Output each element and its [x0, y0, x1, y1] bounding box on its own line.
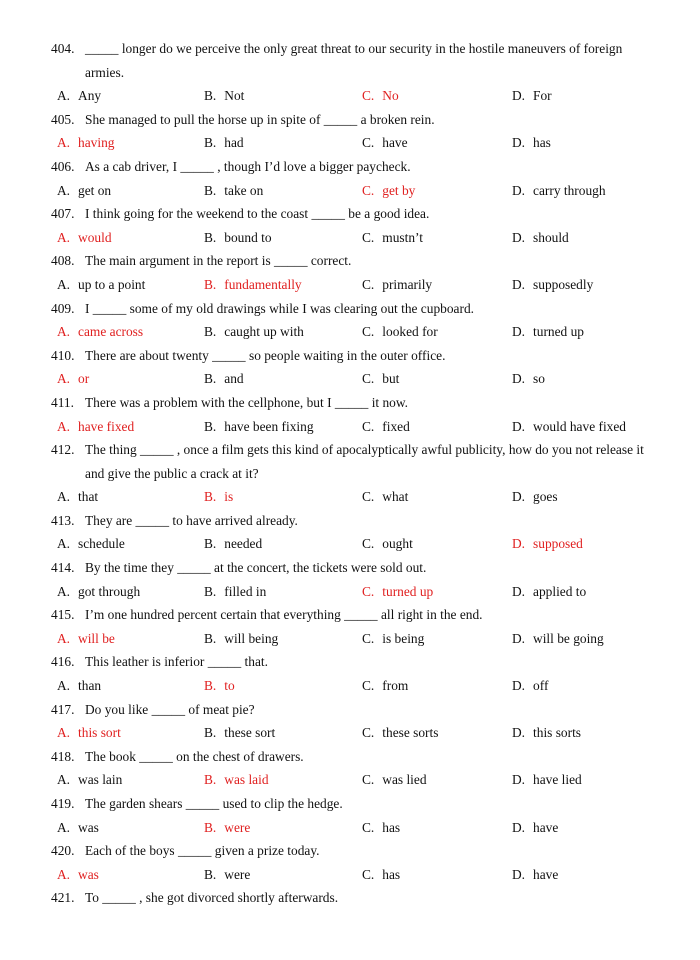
option-text: get on — [78, 182, 112, 198]
question-stem — [51, 839, 663, 863]
question-text: There are about twenty _____ so people waiting in the outer office. — [85, 347, 446, 363]
answer-options — [51, 627, 663, 651]
option-letter: C. — [362, 866, 375, 882]
option-a — [57, 131, 114, 155]
option-b — [204, 768, 269, 792]
option-letter: D. — [512, 489, 526, 505]
option-text: applied to — [533, 583, 587, 599]
option-letter: C. — [362, 276, 375, 292]
option-text: fundamentally — [224, 276, 302, 292]
option-letter: C. — [362, 371, 375, 387]
option-text: up to a point — [78, 276, 146, 292]
option-letter: B. — [204, 536, 217, 552]
option-text: have — [533, 819, 559, 835]
question-item — [51, 603, 663, 650]
question-item — [51, 509, 663, 556]
option-b — [204, 532, 262, 556]
question-number: 409. — [51, 300, 75, 316]
option-text: these sort — [224, 725, 276, 741]
option-text: have been fixing — [224, 418, 314, 434]
option-c — [362, 226, 423, 250]
option-b — [204, 485, 233, 509]
option-letter: D. — [512, 866, 526, 882]
question-item — [51, 556, 663, 603]
question-number: 414. — [51, 560, 75, 576]
option-d — [512, 415, 626, 439]
answer-options — [51, 816, 663, 840]
option-d — [512, 179, 606, 203]
question-stem — [51, 509, 663, 533]
option-d — [512, 627, 604, 651]
option-text: turned up — [382, 583, 434, 599]
question-text: I think going for the weekend to the coast _____ be a good idea. — [85, 206, 430, 222]
answer-options — [51, 273, 663, 297]
option-text: came across — [78, 324, 144, 340]
option-letter: D. — [512, 536, 526, 552]
question-number: 420. — [51, 843, 75, 859]
option-b — [204, 415, 314, 439]
question-stem — [51, 155, 663, 179]
question-text: This leather is inferior _____ that. — [85, 654, 268, 670]
option-letter: B. — [204, 630, 217, 646]
question-item — [51, 344, 663, 391]
question-text: The thing _____ , once a film gets this kind of apocalyptically awful publicity, how do you not release it and give the public a crack at it? — [85, 442, 644, 481]
option-letter: A. — [57, 489, 71, 505]
option-letter: C. — [362, 324, 375, 340]
option-text: was lied — [382, 772, 427, 788]
question-number: 405. — [51, 111, 75, 127]
option-c — [362, 415, 410, 439]
question-number: 411. — [51, 394, 74, 410]
question-text: _____ longer do we perceive the only great threat to our security in the hostile maneuvers of foreign armies. — [85, 41, 623, 80]
option-text: were — [224, 866, 251, 882]
option-letter: C. — [362, 725, 375, 741]
option-letter: B. — [204, 88, 217, 104]
option-text: Any — [78, 88, 102, 104]
option-c — [362, 863, 400, 887]
option-text: is — [224, 489, 234, 505]
option-letter: B. — [204, 678, 217, 694]
option-b — [204, 320, 304, 344]
option-text: needed — [224, 536, 263, 552]
question-text: As a cab driver, I _____ , though I’d love a bigger paycheck. — [85, 158, 411, 174]
question-number: 407. — [51, 206, 75, 222]
option-letter: D. — [512, 418, 526, 434]
option-letter: B. — [204, 182, 217, 198]
option-text: off — [533, 678, 549, 694]
option-text: have — [533, 866, 559, 882]
question-item — [51, 698, 663, 745]
option-letter: B. — [204, 276, 217, 292]
option-text: will be — [78, 630, 115, 646]
option-letter: A. — [57, 536, 71, 552]
option-letter: A. — [57, 583, 71, 599]
option-letter: A. — [57, 135, 71, 151]
question-item — [51, 745, 663, 792]
question-stem — [51, 249, 663, 273]
option-letter: B. — [204, 772, 217, 788]
option-text: having — [78, 135, 115, 151]
option-a — [57, 674, 101, 698]
question-number: 412. — [51, 442, 75, 458]
option-c — [362, 367, 399, 391]
option-b — [204, 273, 302, 297]
option-b — [204, 367, 244, 391]
option-a — [57, 816, 99, 840]
option-letter: D. — [512, 725, 526, 741]
option-letter: D. — [512, 819, 526, 835]
option-letter: C. — [362, 182, 375, 198]
question-stem — [51, 792, 663, 816]
question-text: They are _____ to have arrived already. — [85, 512, 298, 528]
option-text: to — [224, 678, 235, 694]
option-letter: A. — [57, 324, 71, 340]
option-letter: C. — [362, 678, 375, 694]
option-a — [57, 627, 115, 651]
option-c — [362, 273, 432, 297]
option-text: carry through — [533, 182, 606, 198]
option-text: got through — [78, 583, 141, 599]
option-d — [512, 532, 583, 556]
option-c — [362, 580, 433, 604]
answer-options — [51, 84, 663, 108]
option-letter: D. — [512, 276, 526, 292]
option-a — [57, 179, 111, 203]
question-item — [51, 202, 663, 249]
question-stem — [51, 202, 663, 226]
option-text: that — [78, 489, 99, 505]
option-d — [512, 273, 593, 297]
option-text: these sorts — [382, 725, 439, 741]
option-text: For — [533, 88, 552, 104]
answer-options — [51, 721, 663, 745]
option-b — [204, 580, 266, 604]
option-c — [362, 131, 408, 155]
option-letter: A. — [57, 866, 71, 882]
option-letter: D. — [512, 772, 526, 788]
option-text: looked for — [382, 324, 438, 340]
question-stem — [51, 603, 663, 627]
option-d — [512, 863, 558, 887]
answer-options — [51, 485, 663, 509]
option-letter: D. — [512, 88, 526, 104]
option-d — [512, 367, 545, 391]
option-text: has — [382, 866, 401, 882]
option-letter: A. — [57, 276, 71, 292]
option-letter: C. — [362, 418, 375, 434]
option-c — [362, 485, 408, 509]
answer-options — [51, 768, 663, 792]
option-a — [57, 721, 121, 745]
option-letter: D. — [512, 135, 526, 151]
option-d — [512, 674, 548, 698]
option-letter: C. — [362, 536, 375, 552]
option-letter: B. — [204, 135, 217, 151]
question-stem — [51, 745, 663, 769]
question-stem — [51, 297, 663, 321]
option-letter: B. — [204, 866, 217, 882]
question-text: The garden shears _____ used to clip the hedge. — [85, 796, 343, 811]
option-text: would — [78, 229, 112, 245]
option-letter: A. — [57, 371, 71, 387]
option-letter: A. — [57, 182, 71, 198]
question-text: She managed to pull the horse up in spite of _____ a broken rein. — [85, 111, 435, 127]
question-number: 419. — [51, 796, 75, 811]
question-text: I _____ some of my old drawings while I was clearing out the cupboard. — [85, 300, 474, 316]
option-c — [362, 320, 438, 344]
option-b — [204, 721, 275, 745]
option-d — [512, 320, 584, 344]
question-number: 418. — [51, 748, 75, 764]
option-a — [57, 320, 143, 344]
option-letter: B. — [204, 583, 217, 599]
question-number: 408. — [51, 253, 75, 269]
option-text: should — [533, 229, 569, 245]
question-text: To _____ , she got divorced shortly afterwards. — [85, 890, 339, 906]
option-a — [57, 226, 112, 250]
answer-options — [51, 131, 663, 155]
option-c — [362, 768, 427, 792]
option-text: goes — [533, 489, 558, 505]
option-c — [362, 674, 408, 698]
option-a — [57, 367, 89, 391]
question-number: 406. — [51, 158, 75, 174]
option-c — [362, 532, 413, 556]
option-text: what — [382, 489, 409, 505]
option-a — [57, 415, 134, 439]
option-text: will be going — [533, 630, 604, 646]
option-d — [512, 84, 552, 108]
option-text: was — [78, 819, 99, 835]
option-b — [204, 816, 250, 840]
question-stem — [51, 37, 663, 84]
option-c — [362, 179, 415, 203]
option-text: was lain — [78, 772, 123, 788]
question-number: 410. — [51, 347, 75, 363]
option-b — [204, 863, 250, 887]
option-text: has — [533, 135, 551, 151]
option-text: had — [224, 135, 244, 151]
question-text: I’m one hundred percent certain that everything _____ all right in the end. — [85, 607, 483, 623]
option-c — [362, 84, 399, 108]
option-letter: B. — [204, 418, 217, 434]
option-letter: A. — [57, 418, 71, 434]
answer-options — [51, 532, 663, 556]
option-text: this sorts — [533, 725, 582, 741]
option-text: is being — [382, 630, 425, 646]
option-letter: A. — [57, 88, 71, 104]
option-letter: B. — [204, 819, 217, 835]
option-text: fixed — [382, 418, 410, 434]
question-item — [51, 155, 663, 202]
question-item — [51, 249, 663, 296]
question-text: Each of the boys _____ given a prize today. — [85, 843, 320, 859]
question-item — [51, 391, 663, 438]
question-item — [51, 792, 663, 839]
option-letter: D. — [512, 324, 526, 340]
question-stem — [51, 886, 663, 910]
answer-options — [51, 367, 663, 391]
option-text: filled in — [224, 583, 267, 599]
option-letter: C. — [362, 630, 375, 646]
question-text: The main argument in the report is _____ correct. — [85, 253, 352, 269]
question-item — [51, 886, 663, 910]
option-c — [362, 627, 424, 651]
option-text: but — [382, 371, 400, 387]
question-text: Do you like _____ of meat pie? — [85, 701, 255, 717]
question-text: The book _____ on the chest of drawers. — [85, 748, 304, 764]
option-text: take on — [224, 182, 264, 198]
option-text: have fixed — [78, 418, 135, 434]
question-number: 404. — [51, 41, 75, 56]
option-letter: B. — [204, 324, 217, 340]
option-letter: A. — [57, 229, 71, 245]
answer-options — [51, 179, 663, 203]
option-letter: D. — [512, 583, 526, 599]
option-text: from — [382, 678, 409, 694]
question-item — [51, 839, 663, 886]
option-text: ought — [382, 536, 413, 552]
option-c — [362, 721, 438, 745]
option-b — [204, 226, 272, 250]
option-a — [57, 580, 140, 604]
option-d — [512, 768, 582, 792]
option-text: will being — [224, 630, 279, 646]
option-text: No — [382, 88, 399, 104]
question-item — [51, 438, 663, 509]
option-text: get by — [382, 182, 416, 198]
answer-options — [51, 320, 663, 344]
option-d — [512, 580, 586, 604]
option-letter: A. — [57, 630, 71, 646]
answer-options — [51, 580, 663, 604]
question-stem — [51, 698, 663, 722]
option-b — [204, 674, 235, 698]
question-item — [51, 297, 663, 344]
option-text: or — [78, 371, 90, 387]
answer-options — [51, 863, 663, 887]
option-d — [512, 226, 569, 250]
option-letter: A. — [57, 678, 71, 694]
option-text: supposed — [533, 536, 583, 552]
option-d — [512, 485, 558, 509]
option-letter: C. — [362, 489, 375, 505]
option-a — [57, 532, 125, 556]
option-text: would have fixed — [533, 418, 626, 434]
option-text: and — [224, 371, 244, 387]
option-b — [204, 179, 263, 203]
option-text: bound to — [224, 229, 272, 245]
question-number: 417. — [51, 701, 75, 717]
question-number: 416. — [51, 654, 75, 670]
question-text: By the time they _____ at the concert, the tickets were sold out. — [85, 560, 427, 576]
option-d — [512, 721, 581, 745]
option-text: Not — [224, 88, 245, 104]
question-stem — [51, 344, 663, 368]
option-letter: C. — [362, 819, 375, 835]
option-a — [57, 273, 145, 297]
option-d — [512, 816, 558, 840]
option-text: has — [382, 819, 401, 835]
option-text: caught up with — [224, 324, 304, 340]
option-text: this sort — [78, 725, 121, 741]
option-letter: A. — [57, 819, 71, 835]
question-stem — [51, 391, 663, 415]
question-stem — [51, 108, 663, 132]
question-item — [51, 650, 663, 697]
answer-options — [51, 674, 663, 698]
option-a — [57, 768, 122, 792]
option-letter: D. — [512, 229, 526, 245]
question-text: There was a problem with the cellphone, but I _____ it now. — [85, 394, 409, 410]
option-letter: C. — [362, 583, 375, 599]
option-text: than — [78, 678, 102, 694]
option-letter: D. — [512, 630, 526, 646]
question-stem — [51, 650, 663, 674]
option-b — [204, 627, 278, 651]
option-text: was — [78, 866, 99, 882]
option-c — [362, 816, 400, 840]
option-a — [57, 485, 98, 509]
option-letter: A. — [57, 725, 71, 741]
question-number: 415. — [51, 607, 75, 623]
option-text: schedule — [78, 536, 125, 552]
option-text: have lied — [533, 772, 582, 788]
answer-options — [51, 226, 663, 250]
question-item — [51, 108, 663, 155]
option-b — [204, 84, 244, 108]
option-letter: C. — [362, 88, 375, 104]
question-item — [51, 37, 663, 108]
option-text: were — [224, 819, 251, 835]
option-letter: A. — [57, 772, 71, 788]
option-text: have — [382, 135, 408, 151]
question-stem — [51, 438, 663, 485]
option-letter: B. — [204, 229, 217, 245]
option-d — [512, 131, 551, 155]
question-number: 413. — [51, 512, 75, 528]
option-letter: D. — [512, 678, 526, 694]
option-text: was laid — [224, 772, 269, 788]
option-letter: B. — [204, 371, 217, 387]
option-letter: D. — [512, 182, 526, 198]
option-text: mustn’t — [382, 229, 423, 245]
option-a — [57, 84, 101, 108]
question-stem — [51, 556, 663, 580]
option-text: turned up — [533, 324, 584, 340]
option-letter: D. — [512, 371, 526, 387]
option-text: supposedly — [533, 276, 594, 292]
option-letter: C. — [362, 229, 375, 245]
option-a — [57, 863, 99, 887]
option-text: primarily — [382, 276, 433, 292]
option-letter: B. — [204, 725, 217, 741]
option-letter: B. — [204, 489, 217, 505]
option-letter: C. — [362, 135, 375, 151]
option-b — [204, 131, 244, 155]
answer-options — [51, 415, 663, 439]
option-text: so — [533, 371, 545, 387]
question-list — [51, 37, 663, 910]
option-letter: C. — [362, 772, 375, 788]
question-number: 421. — [51, 890, 75, 906]
